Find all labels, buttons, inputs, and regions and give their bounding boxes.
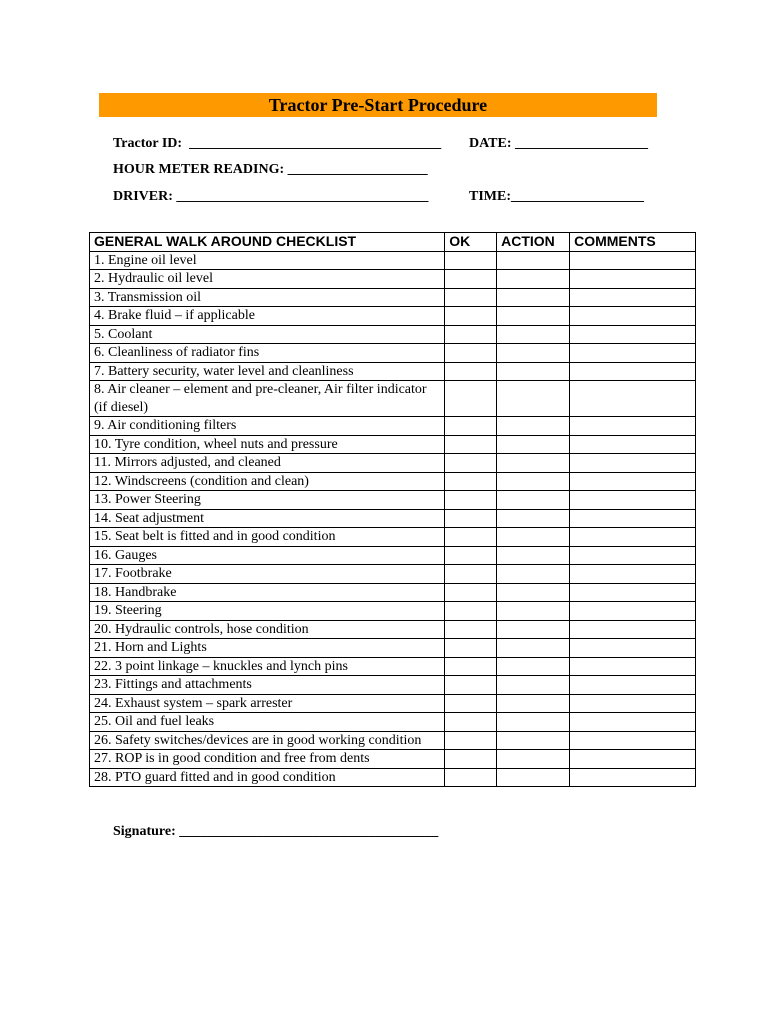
table-row [90,620,696,639]
checklist-item: 23. Fittings and attachments [90,676,445,695]
action-cell[interactable] [497,454,570,473]
table-row [90,639,696,658]
table-row [90,731,696,750]
checklist-item: 20. Hydraulic controls, hose condition [90,620,445,639]
ok-cell[interactable] [445,620,497,639]
table-row [90,694,696,713]
table-row [90,657,696,676]
comments-cell[interactable] [570,344,696,363]
table-row [90,676,696,695]
ok-cell[interactable] [445,768,497,787]
comments-cell[interactable] [570,694,696,713]
checklist-table [89,232,696,787]
action-cell[interactable] [497,657,570,676]
checklist-item: 3. Transmission oil [90,288,445,307]
comments-cell[interactable] [570,528,696,547]
table-row [90,528,696,547]
action-cell[interactable] [497,344,570,363]
checklist-item: 12. Windscreens (condition and clean) [90,472,445,491]
table-row [90,325,696,344]
checklist-item: 22. 3 point linkage – knuckles and lynch pins [90,657,445,676]
ok-cell[interactable] [445,694,497,713]
checklist-item: 28. PTO guard fitted and in good condition [90,768,445,787]
ok-cell[interactable] [445,639,497,658]
checklist-item: 19. Steering [90,602,445,621]
action-cell[interactable] [497,713,570,732]
comments-cell[interactable] [570,620,696,639]
comments-cell[interactable] [570,362,696,381]
checklist-item: 14. Seat adjustment [90,509,445,528]
ok-cell[interactable] [445,546,497,565]
checklist-item: 24. Exhaust system – spark arrester [90,694,445,713]
ok-cell[interactable] [445,454,497,473]
action-cell[interactable] [497,509,570,528]
comments-cell[interactable] [570,713,696,732]
table-row [90,713,696,732]
comments-cell[interactable] [570,768,696,787]
header-action: ACTION [497,233,570,252]
action-cell[interactable] [497,546,570,565]
checklist-item: 25. Oil and fuel leaks [90,713,445,732]
ok-cell[interactable] [445,731,497,750]
table-row [90,435,696,454]
table-row [90,602,696,621]
action-cell[interactable] [497,694,570,713]
ok-cell[interactable] [445,307,497,326]
action-cell[interactable] [497,676,570,695]
table-row [90,509,696,528]
action-cell[interactable] [497,491,570,510]
comments-cell[interactable] [570,270,696,289]
ok-cell[interactable] [445,583,497,602]
action-cell[interactable] [497,620,570,639]
checklist-item: 9. Air conditioning filters [90,417,445,436]
comments-cell[interactable] [570,509,696,528]
comments-cell[interactable] [570,435,696,454]
table-row [90,381,696,417]
action-cell[interactable] [497,325,570,344]
checklist-item: 10. Tyre condition, wheel nuts and pressure [90,435,445,454]
ok-cell[interactable] [445,676,497,695]
signature-field[interactable]: Signature: _____________________________________ [113,824,439,839]
ok-cell[interactable] [445,509,497,528]
table-row [90,768,696,787]
ok-cell[interactable] [445,362,497,381]
action-cell[interactable] [497,417,570,436]
table-row [90,288,696,307]
ok-cell[interactable] [445,491,497,510]
comments-cell[interactable] [570,325,696,344]
table-row [90,546,696,565]
header-checklist: GENERAL WALK AROUND CHECKLIST [90,233,445,252]
ok-cell[interactable] [445,472,497,491]
ok-cell[interactable] [445,270,497,289]
table-row [90,472,696,491]
action-cell[interactable] [497,307,570,326]
comments-cell[interactable] [570,583,696,602]
ok-cell[interactable] [445,750,497,769]
checklist-item: 15. Seat belt is fitted and in good condition [90,528,445,547]
checklist-item: 6. Cleanliness of radiator fins [90,344,445,363]
action-cell[interactable] [497,768,570,787]
checklist-item: 11. Mirrors adjusted, and cleaned [90,454,445,473]
comments-cell[interactable] [570,381,696,417]
driver-field[interactable]: DRIVER: ____________________________________ [113,189,429,204]
checklist-item: 4. Brake fluid – if applicable [90,307,445,326]
comments-cell[interactable] [570,307,696,326]
checklist-item: 5. Coolant [90,325,445,344]
table-row [90,251,696,270]
action-cell[interactable] [497,565,570,584]
action-cell[interactable] [497,472,570,491]
ok-cell[interactable] [445,713,497,732]
ok-cell[interactable] [445,344,497,363]
action-cell[interactable] [497,362,570,381]
checklist-item: 7. Battery security, water level and cleanliness [90,362,445,381]
comments-cell[interactable] [570,639,696,658]
ok-cell[interactable] [445,288,497,307]
ok-cell[interactable] [445,602,497,621]
table-row [90,417,696,436]
checklist-item: 8. Air cleaner – element and pre-cleaner, Air filter indicator (if diesel) [90,381,445,417]
comments-cell[interactable] [570,417,696,436]
tractor-id-field[interactable]: Tractor ID: ____________________________________ [113,136,442,151]
action-cell[interactable] [497,528,570,547]
time-field[interactable]: TIME:___________________ [469,189,644,204]
table-row [90,491,696,510]
table-row [90,750,696,769]
hour-meter-field[interactable]: HOUR METER READING: ____________________ [113,162,428,177]
checklist-item: 17. Footbrake [90,565,445,584]
table-header-row [90,233,696,252]
comments-cell[interactable] [570,657,696,676]
checklist-item: 13. Power Steering [90,491,445,510]
comments-cell[interactable] [570,288,696,307]
comments-cell[interactable] [570,491,696,510]
document-title: Tractor Pre-Start Procedure [99,93,657,117]
ok-cell[interactable] [445,417,497,436]
comments-cell[interactable] [570,251,696,270]
table-row [90,270,696,289]
checklist-item: 16. Gauges [90,546,445,565]
comments-cell[interactable] [570,565,696,584]
date-field[interactable]: DATE: ___________________ [469,136,649,151]
action-cell[interactable] [497,270,570,289]
table-row [90,565,696,584]
action-cell[interactable] [497,251,570,270]
header-comments: COMMENTS [570,233,696,252]
comments-cell[interactable] [570,750,696,769]
ok-cell[interactable] [445,657,497,676]
ok-cell[interactable] [445,381,497,417]
header-ok: OK [445,233,497,252]
table-row [90,583,696,602]
ok-cell[interactable] [445,435,497,454]
ok-cell[interactable] [445,325,497,344]
action-cell[interactable] [497,750,570,769]
checklist-item: 2. Hydraulic oil level [90,270,445,289]
comments-cell[interactable] [570,731,696,750]
action-cell[interactable] [497,639,570,658]
checklist-item: 1. Engine oil level [90,251,445,270]
comments-cell[interactable] [570,602,696,621]
table-row [90,454,696,473]
checklist-item: 21. Horn and Lights [90,639,445,658]
checklist-item: 27. ROP is in good condition and free from dents [90,750,445,769]
checklist-item: 18. Handbrake [90,583,445,602]
table-row [90,307,696,326]
action-cell[interactable] [497,583,570,602]
ok-cell[interactable] [445,565,497,584]
comments-cell[interactable] [570,454,696,473]
action-cell[interactable] [497,288,570,307]
ok-cell[interactable] [445,251,497,270]
action-cell[interactable] [497,602,570,621]
table-row [90,344,696,363]
action-cell[interactable] [497,381,570,417]
action-cell[interactable] [497,435,570,454]
checklist-item: 26. Safety switches/devices are in good working condition [90,731,445,750]
table-row [90,362,696,381]
ok-cell[interactable] [445,528,497,547]
comments-cell[interactable] [570,546,696,565]
comments-cell[interactable] [570,676,696,695]
comments-cell[interactable] [570,472,696,491]
action-cell[interactable] [497,731,570,750]
